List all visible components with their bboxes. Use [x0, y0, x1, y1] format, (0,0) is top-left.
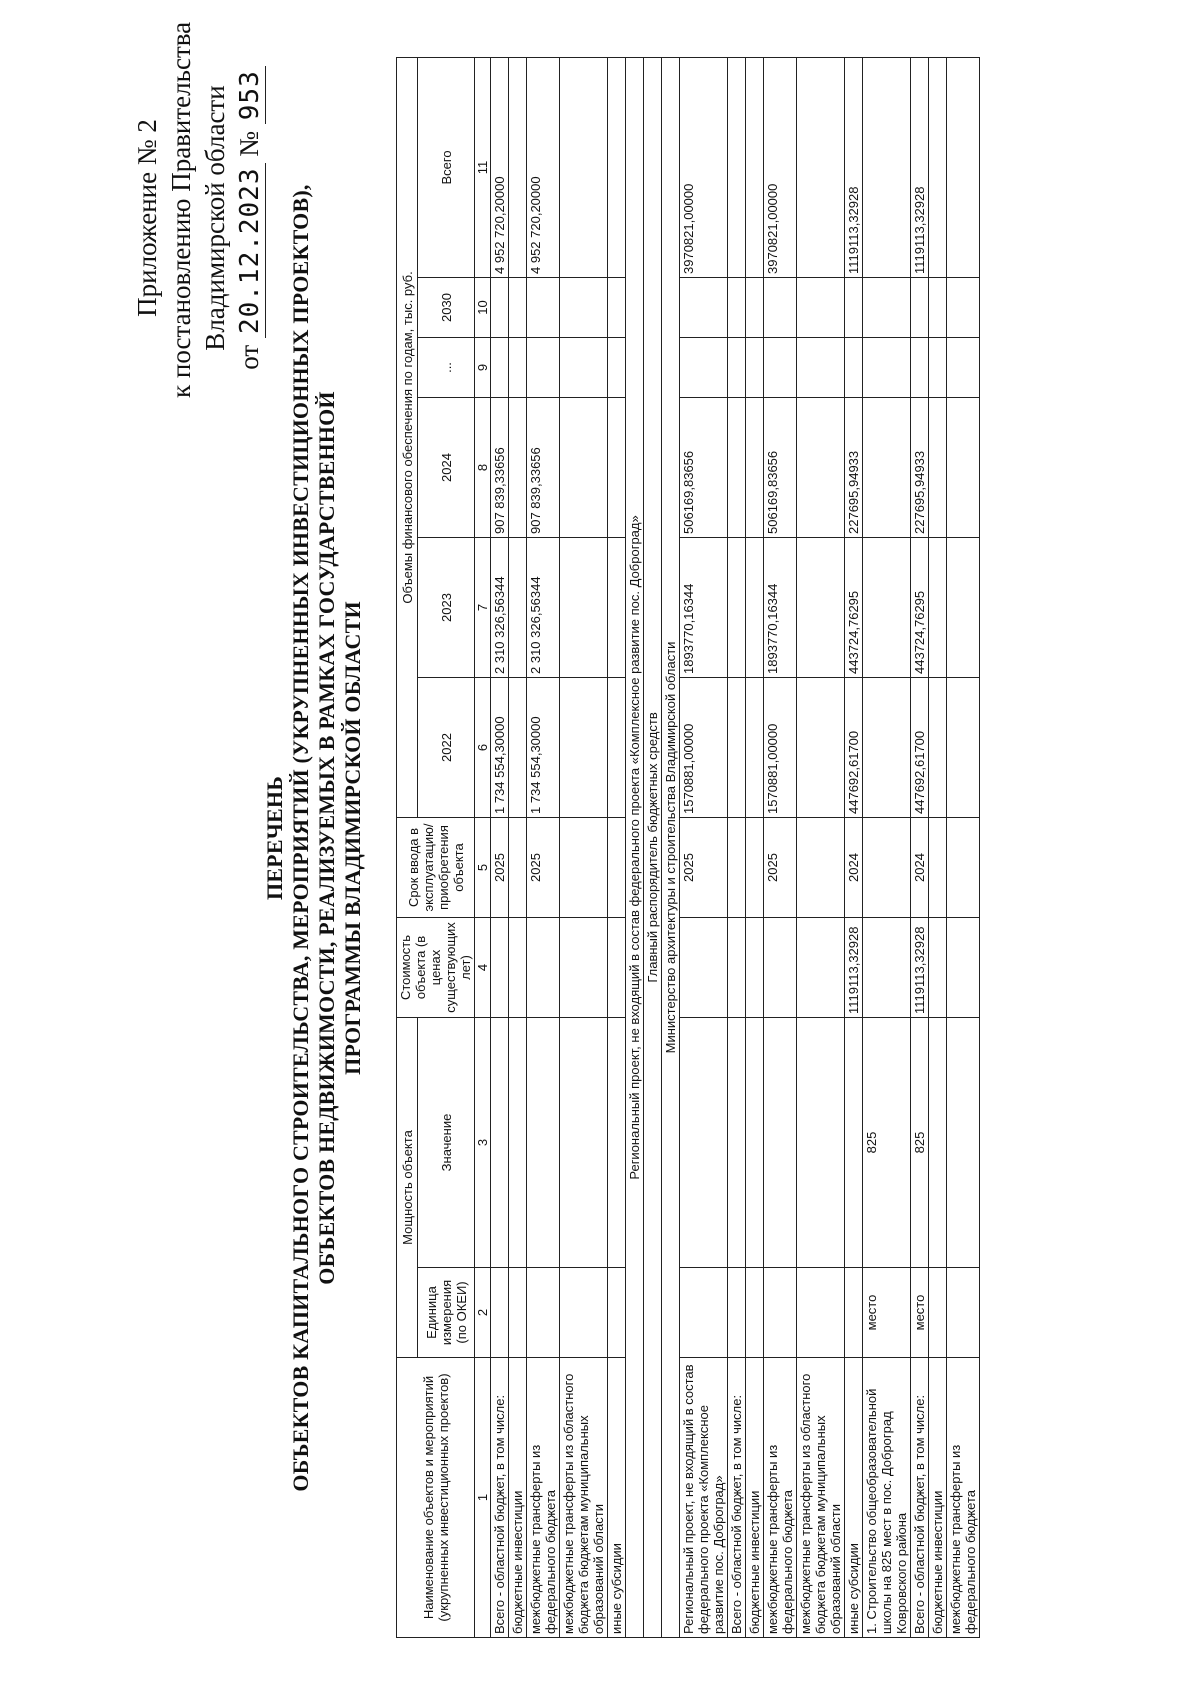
cell-name: межбюджетные трансферты из областного бюджета бюджетам муниципальных образований области — [797, 1358, 845, 1638]
appendix-line-1: Приложение № 2 — [132, 119, 162, 317]
cell-term — [947, 818, 980, 918]
cell-value — [929, 1018, 947, 1268]
cell-y2022: 447692,61700 — [911, 678, 929, 818]
cell-cost — [797, 918, 845, 1018]
cell-unit — [509, 1268, 527, 1358]
cell-cost — [509, 918, 527, 1018]
header-dots: ... — [418, 338, 475, 398]
cell-total — [863, 57, 911, 277]
cell-name: Региональный проект, не входящий в состав федерального проекта «Комплексное развитие пос. Доброград» — [680, 1358, 728, 1638]
cell-cost — [863, 918, 911, 1018]
header-term: Срок ввода в эксплуатацию/приобретения объекта — [397, 818, 475, 918]
cell-y2024 — [947, 398, 980, 538]
heading-line-3: ОБЪЕКТОВ НЕДВИЖИМОСТИ, РЕАЛИЗУЕМЫХ В РАМКАХ ГОСУДАРСТВЕННОЙ — [314, 391, 339, 1285]
index-cell: 3 — [475, 1018, 491, 1268]
document-heading — [262, 18, 366, 1658]
index-cell: 6 — [475, 678, 491, 818]
cell-ydots — [929, 338, 947, 398]
cell-total: 4 952 720,20000 — [491, 57, 509, 277]
cell-y2030 — [527, 278, 560, 338]
cell-y2030 — [491, 278, 509, 338]
cell-term: 2025 — [764, 818, 797, 918]
appendix-number: 953 — [235, 66, 266, 124]
cell-term: 2025 — [680, 818, 728, 918]
cell-ydots — [845, 338, 863, 398]
cell-name: Всего - областной бюджет, в том числе: — [491, 1358, 509, 1638]
cell-y2023 — [746, 538, 764, 678]
cell-y2030 — [929, 278, 947, 338]
cell-unit — [680, 1268, 728, 1358]
cell-unit: место — [863, 1268, 911, 1358]
cell-cost — [764, 918, 797, 1018]
cell-unit — [560, 1268, 608, 1358]
section-row — [626, 57, 644, 1637]
appendix-block — [130, 21, 267, 398]
cell-cost — [947, 918, 980, 1018]
cell-y2023 — [863, 538, 911, 678]
section-title: Министерство архитектуры и строительства Владимирской области — [662, 57, 680, 1637]
cell-y2024: 506169,83656 — [764, 398, 797, 538]
cell-y2030 — [728, 278, 746, 338]
cell-y2030 — [911, 278, 929, 338]
appendix-line-3: Владимирской области — [200, 85, 230, 351]
cell-ydots — [746, 338, 764, 398]
table-row — [797, 57, 845, 1637]
cell-y2024: 506169,83656 — [680, 398, 728, 538]
table-row — [560, 57, 608, 1637]
cell-value — [764, 1018, 797, 1268]
header-capacity: Мощность объекта — [397, 1018, 418, 1358]
cell-total: 4 952 720,20000 — [527, 57, 560, 277]
cell-y2023 — [509, 538, 527, 678]
table-row — [845, 57, 863, 1637]
cell-y2023: 443724,76295 — [845, 538, 863, 678]
table-row — [929, 57, 947, 1637]
cell-total — [728, 57, 746, 277]
cell-y2023: 2 310 326,56344 — [491, 538, 509, 678]
cell-y2030 — [560, 278, 608, 338]
cell-value — [527, 1018, 560, 1268]
heading-line-1: ПЕРЕЧЕНЬ — [262, 776, 287, 900]
section-row — [644, 57, 662, 1637]
cell-term — [797, 818, 845, 918]
cell-name: иные субсидии — [845, 1358, 863, 1638]
cell-ydots — [560, 338, 608, 398]
cell-total — [509, 57, 527, 277]
cell-unit — [746, 1268, 764, 1358]
cell-name: межбюджетные трансферты из федерального бюджета — [947, 1358, 980, 1638]
cell-value — [680, 1018, 728, 1268]
cell-value — [845, 1018, 863, 1268]
cell-ydots — [728, 338, 746, 398]
cell-ydots — [509, 338, 527, 398]
cell-term: 2025 — [491, 818, 509, 918]
cell-y2022: 1570881,00000 — [680, 678, 728, 818]
cell-term — [746, 818, 764, 918]
table-row — [728, 57, 746, 1637]
cell-unit — [728, 1268, 746, 1358]
cell-value — [746, 1018, 764, 1268]
cell-y2024 — [863, 398, 911, 538]
cell-y2030 — [746, 278, 764, 338]
cell-y2023 — [560, 538, 608, 678]
cell-y2022 — [509, 678, 527, 818]
cell-y2024 — [608, 398, 626, 538]
table-row — [947, 57, 980, 1637]
cell-name: иные субсидии — [608, 1358, 626, 1638]
cell-y2030 — [509, 278, 527, 338]
cell-ydots — [608, 338, 626, 398]
table-row — [608, 57, 626, 1637]
cell-value — [728, 1018, 746, 1268]
cell-y2030 — [680, 278, 728, 338]
cell-cost — [728, 918, 746, 1018]
cell-name: бюджетные инвестиции — [509, 1358, 527, 1638]
header-2030: 2030 — [418, 278, 475, 338]
cell-ydots — [527, 338, 560, 398]
header-value: Значение — [418, 1018, 475, 1268]
cell-unit — [929, 1268, 947, 1358]
cell-y2022 — [947, 678, 980, 818]
cell-total — [929, 57, 947, 277]
cell-term — [728, 818, 746, 918]
cell-cost: 1119113,32928 — [911, 918, 929, 1018]
cell-y2022 — [929, 678, 947, 818]
cell-y2022: 1 734 554,30000 — [527, 678, 560, 818]
cell-ydots — [764, 338, 797, 398]
cell-y2030 — [947, 278, 980, 338]
cell-cost: 1119113,32928 — [845, 918, 863, 1018]
cell-y2024: 227695,94933 — [911, 398, 929, 538]
heading-line-2: ОБЪЕКТОВ КАПИТАЛЬНОГО СТРОИТЕЛЬСТВА, МЕРОПРИЯТИЙ (УКРУПНЕННЫХ ИНВЕСТИЦИОННЫХ ПРОЕКТОВ), — [288, 184, 313, 1492]
cell-term — [863, 818, 911, 918]
index-row — [475, 57, 491, 1637]
cell-y2024 — [560, 398, 608, 538]
cell-value — [797, 1018, 845, 1268]
cell-ydots — [947, 338, 980, 398]
index-cell: 5 — [475, 818, 491, 918]
cell-cost — [527, 918, 560, 1018]
cell-unit — [491, 1268, 509, 1358]
header-2023: 2023 — [418, 538, 475, 678]
cell-unit — [527, 1268, 560, 1358]
table-row — [527, 57, 560, 1637]
cell-y2022 — [863, 678, 911, 818]
cell-y2024 — [728, 398, 746, 538]
cell-cost — [608, 918, 626, 1018]
header-name: Наименование объектов и мероприятий (укрупненных инвестиционных проектов) — [397, 1358, 475, 1638]
index-cell: 8 — [475, 398, 491, 538]
cell-ydots — [797, 338, 845, 398]
cell-y2023 — [797, 538, 845, 678]
cell-y2022: 1570881,00000 — [764, 678, 797, 818]
cell-y2024 — [929, 398, 947, 538]
index-cell: 2 — [475, 1268, 491, 1358]
cell-cost — [491, 918, 509, 1018]
section-title: Главный распорядитель бюджетных средств — [644, 57, 662, 1637]
cell-value — [608, 1018, 626, 1268]
cell-ydots — [863, 338, 911, 398]
section-row — [662, 57, 680, 1637]
objects-table — [396, 57, 980, 1638]
cell-y2023 — [728, 538, 746, 678]
cell-y2023 — [929, 538, 947, 678]
table-row — [746, 57, 764, 1637]
cell-total — [797, 57, 845, 277]
cell-total — [608, 57, 626, 277]
cell-term: 2024 — [911, 818, 929, 918]
cell-unit — [845, 1268, 863, 1358]
cell-total — [560, 57, 608, 277]
appendix-from-prefix: от — [234, 344, 264, 370]
cell-cost — [929, 918, 947, 1018]
cell-term — [509, 818, 527, 918]
cell-y2023: 1893770,16344 — [764, 538, 797, 678]
cell-y2022 — [746, 678, 764, 818]
cell-name: Всего - областной бюджет, в том числе: — [911, 1358, 929, 1638]
cell-value: 825 — [863, 1018, 911, 1268]
appendix-line-2: к постановлению Правительства — [166, 21, 196, 398]
table-body — [475, 57, 980, 1637]
cell-y2024: 907 839,33656 — [527, 398, 560, 538]
cell-y2023: 443724,76295 — [911, 538, 929, 678]
cell-term — [560, 818, 608, 918]
cell-y2030 — [797, 278, 845, 338]
cell-y2022 — [797, 678, 845, 818]
cell-unit — [608, 1268, 626, 1358]
cell-y2023 — [947, 538, 980, 678]
cell-cost — [746, 918, 764, 1018]
cell-value — [560, 1018, 608, 1268]
table-row — [863, 57, 911, 1637]
cell-unit: место — [911, 1268, 929, 1358]
appendix-date: 20.12.2023 — [235, 164, 266, 339]
cell-term: 2025 — [527, 818, 560, 918]
appendix-number-prefix: № — [234, 130, 264, 157]
cell-name: межбюджетные трансферты из федерального бюджета — [527, 1358, 560, 1638]
header-total: Всего — [418, 57, 475, 277]
cell-ydots — [491, 338, 509, 398]
table-row — [680, 57, 728, 1637]
header-funding: Объемы финансового обеспечения по годам, тыс. руб. — [397, 57, 418, 817]
index-cell: 4 — [475, 918, 491, 1018]
cell-name: межбюджетные трансферты из федерального бюджета — [764, 1358, 797, 1638]
cell-y2023: 2 310 326,56344 — [527, 538, 560, 678]
cell-ydots — [680, 338, 728, 398]
cell-unit — [947, 1268, 980, 1358]
cell-term — [608, 818, 626, 918]
header-2022: 2022 — [418, 678, 475, 818]
header-2024: 2024 — [418, 398, 475, 538]
header-unit: Единица измерения (по ОКЕИ) — [418, 1268, 475, 1358]
cell-y2030 — [764, 278, 797, 338]
cell-y2022 — [728, 678, 746, 818]
cell-total: 3970821,00000 — [680, 57, 728, 277]
table-row — [491, 57, 509, 1637]
section-title: Региональный проект, не входящий в состав федерального проекта «Комплексное развитие пос. Доброград» — [626, 57, 644, 1637]
cell-value: 825 — [911, 1018, 929, 1268]
cell-unit — [764, 1268, 797, 1358]
cell-y2024: 907 839,33656 — [491, 398, 509, 538]
index-cell: 1 — [475, 1358, 491, 1638]
cell-cost — [560, 918, 608, 1018]
index-cell: 9 — [475, 338, 491, 398]
cell-cost — [680, 918, 728, 1018]
cell-y2022: 447692,61700 — [845, 678, 863, 818]
cell-total — [746, 57, 764, 277]
cell-total: 1119113,32928 — [845, 57, 863, 277]
cell-term: 2024 — [845, 818, 863, 918]
cell-y2030 — [608, 278, 626, 338]
cell-unit — [797, 1268, 845, 1358]
cell-name: межбюджетные трансферты из областного бюджета бюджетам муниципальных образований области — [560, 1358, 608, 1638]
header-cost: Стоимость объекта (в ценах существующих лет) — [397, 918, 475, 1018]
cell-name: Всего - областной бюджет, в том числе: — [728, 1358, 746, 1638]
cell-y2022 — [608, 678, 626, 818]
table-row — [911, 57, 929, 1637]
cell-y2024 — [746, 398, 764, 538]
index-cell: 11 — [475, 57, 491, 277]
cell-total: 1119113,32928 — [911, 57, 929, 277]
cell-y2023: 1893770,16344 — [680, 538, 728, 678]
cell-name: бюджетные инвестиции — [746, 1358, 764, 1638]
cell-total — [947, 57, 980, 277]
cell-y2024 — [797, 398, 845, 538]
cell-y2024 — [509, 398, 527, 538]
cell-value — [491, 1018, 509, 1268]
cell-name: бюджетные инвестиции — [929, 1358, 947, 1638]
cell-value — [947, 1018, 980, 1268]
cell-ydots — [911, 338, 929, 398]
index-cell: 10 — [475, 278, 491, 338]
cell-value — [509, 1018, 527, 1268]
cell-y2030 — [863, 278, 911, 338]
cell-y2022: 1 734 554,30000 — [491, 678, 509, 818]
index-cell: 7 — [475, 538, 491, 678]
cell-y2024: 227695,94933 — [845, 398, 863, 538]
heading-line-4: ПРОГРАММЫ ВЛАДИМИРСКОЙ ОБЛАСТИ — [340, 601, 365, 1075]
cell-y2030 — [845, 278, 863, 338]
cell-y2023 — [608, 538, 626, 678]
cell-total: 3970821,00000 — [764, 57, 797, 277]
cell-y2022 — [560, 678, 608, 818]
cell-term — [929, 818, 947, 918]
cell-name: 1. Строительство общеобразовательной школы на 825 мест в пос. Доброград Ковровского района — [863, 1358, 911, 1638]
table-row — [764, 57, 797, 1637]
table-row — [509, 57, 527, 1637]
header-row-1 — [397, 57, 418, 1637]
